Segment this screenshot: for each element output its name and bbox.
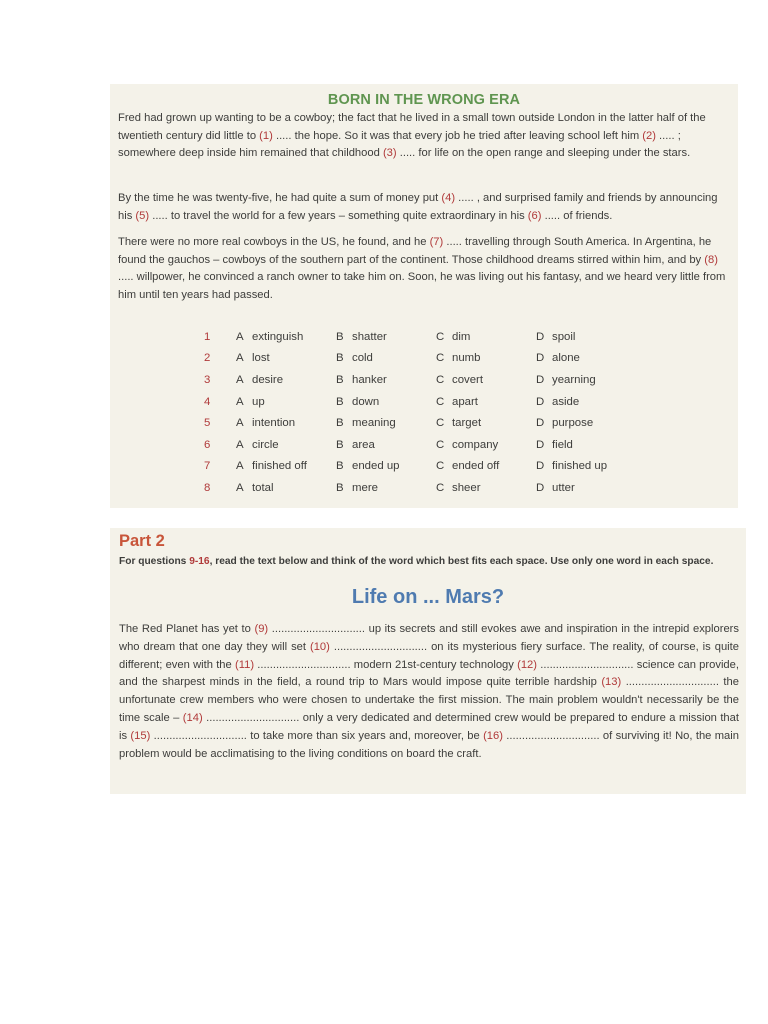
text-segment: ..... for life on the open range and sleeping under the stars. (396, 147, 691, 159)
text-segment: ..... of friends. (541, 209, 613, 222)
option-c-text: dim (452, 330, 471, 343)
option-c-text: numb (452, 352, 481, 365)
option-d-text: spoil (552, 330, 576, 343)
text-segment: By the time he was twenty-five, he had quite a sum of money put (118, 192, 442, 204)
option-a-text: extinguish (252, 330, 304, 343)
gap-number: (11) (234, 658, 255, 671)
part2-panel (110, 528, 746, 794)
option-b-text: mere (352, 481, 378, 494)
part2-heading: Part 2 (119, 532, 165, 550)
text-segment: There were no more real cowboys in the US, he found, and he (118, 236, 430, 248)
text-segment: .............................. science can provide, and the sharpest minds in the field, a round trip to Mars would impose quite terrible hardship (119, 658, 739, 689)
text-segment: ..... travelling through South America. In Argentina, he found the gauchos – cowboys of the southern part of the continent. Those childhood dreams stirred within him, and by (118, 236, 712, 266)
question-number: 3 (204, 373, 211, 386)
text-segment: .............................. modern 21st-century technology (254, 658, 518, 671)
text-segment: .............................. to take more than six years and, moreover, be (150, 729, 484, 742)
option-letter-c: C (436, 417, 445, 430)
option-letter-d: D (536, 481, 545, 494)
option-row (204, 348, 636, 370)
option-letter-c: C (436, 460, 445, 473)
text-segment: ..... the hope. So it was that every job he tried after leaving school left him (272, 129, 643, 142)
text-segment: ..... to travel the world for a few years – something quite extraordinary in his (149, 209, 528, 222)
gap-number: (3) (382, 147, 397, 159)
option-c-text: company (452, 438, 499, 451)
option-letter-a: A (236, 460, 244, 473)
question-number: 8 (204, 481, 211, 494)
gap-number: (9) (254, 623, 269, 635)
option-b-text: area (352, 438, 375, 451)
gap-number: (2) (642, 129, 656, 142)
option-d-text: yearning (552, 373, 596, 386)
option-c-text: covert (452, 373, 484, 386)
text-segment: The Red Planet has yet to (119, 623, 255, 635)
text-segment: .............................. on its mysterious fiery surface. The reality, of course, is quite different; even with the (119, 640, 739, 671)
option-d-text: utter (552, 481, 575, 494)
option-letter-d: D (536, 352, 545, 365)
option-letter-b: B (336, 417, 344, 430)
text-segment: For questions (119, 556, 190, 567)
option-letter-b: B (336, 352, 344, 365)
option-b-text: shatter (352, 330, 387, 343)
option-d-text: aside (552, 395, 580, 408)
option-c-text: ended off (452, 460, 500, 473)
gap-number: (7) (429, 236, 444, 248)
option-d-text: finished up (552, 460, 608, 473)
text-segment: ..... ; somewhere deep inside him remained that childhood (118, 129, 681, 159)
option-letter-c: C (436, 352, 445, 365)
option-letter-d: D (536, 330, 545, 343)
text-segment: .............................. only a very dedicated and determined crew would be prepared to endure a mission that is (119, 711, 739, 742)
option-letter-a: A (236, 438, 244, 451)
option-b-text: meaning (352, 417, 396, 430)
option-letter-d: D (536, 417, 545, 430)
option-a-text: total (252, 481, 274, 494)
text-segment: .............................. the unfortunate crew members who were chosen to undertake the first mission. The main problem wouldn't necessarily be the time scale – (119, 676, 739, 724)
option-letter-c: C (436, 395, 445, 408)
option-a-text: lost (252, 352, 270, 365)
paragraph-1 (118, 110, 730, 163)
option-letter-b: B (336, 373, 344, 386)
option-row (204, 369, 636, 391)
option-d-text: alone (552, 352, 580, 365)
option-row (204, 326, 636, 348)
option-c-text: target (452, 417, 482, 430)
text-segment: Fred had grown up wanting to be a cowboy; the fact that he lived in a small town outside London in the latter half of the twentieth century did little to (118, 112, 706, 142)
option-row (204, 434, 636, 456)
option-letter-b: B (336, 438, 344, 451)
option-b-text: cold (352, 352, 373, 365)
question-number: 4 (204, 395, 211, 408)
text-segment: ..... , and surprised family and friends by announcing his (118, 192, 718, 222)
option-letter-b: B (336, 395, 344, 408)
gap-number: (5) (135, 209, 150, 222)
gap-number: (1) (259, 129, 273, 142)
option-letter-d: D (536, 395, 545, 408)
option-d-text: field (552, 438, 573, 451)
option-letter-a: A (236, 395, 244, 408)
gap-number: (14) (182, 711, 203, 724)
option-letter-a: A (236, 330, 244, 343)
gap-number: (16) (483, 729, 503, 742)
option-b-text: hanker (352, 373, 387, 386)
option-letter-a: A (236, 352, 244, 365)
question-number: 7 (204, 460, 211, 473)
paragraph-2 (118, 190, 730, 225)
text-segment: ..... willpower, he convinced a ranch owner to take him on. Soon, he was living out his fantasy, and we heard very little from him until ten years had passed. (118, 271, 726, 301)
option-a-text: intention (252, 417, 296, 430)
option-letter-b: B (336, 460, 344, 473)
option-b-text: down (352, 395, 380, 408)
option-b-text: ended up (352, 460, 400, 473)
option-letter-c: C (436, 330, 445, 343)
option-letter-d: D (536, 373, 545, 386)
gap-number: 9-16 (189, 556, 210, 567)
option-letter-a: A (236, 481, 244, 494)
part2-title: Life on ... Mars? (351, 586, 505, 608)
part1-panel (110, 84, 738, 508)
option-letter-d: D (536, 438, 545, 451)
gap-number: (12) (517, 658, 538, 671)
option-letter-a: A (236, 417, 244, 430)
option-c-text: apart (452, 395, 478, 408)
question-number: 2 (204, 352, 211, 365)
text-segment: .............................. up its secrets and still evokes awe and inspiration in the intrepid explorers who dream that one day they will set (119, 623, 740, 653)
option-c-text: sheer (452, 481, 481, 494)
option-letter-b: B (336, 481, 344, 494)
option-a-text: circle (252, 438, 279, 451)
text-segment: , read the text below and think of the word which best fits each space. Use only one word in each space. (209, 556, 714, 567)
option-a-text: desire (252, 373, 284, 386)
gap-number: (8) (704, 253, 718, 266)
option-row (204, 477, 636, 499)
part2-instructions (119, 555, 744, 568)
answer-options-table (204, 326, 636, 499)
option-letter-c: C (436, 373, 445, 386)
part2-paragraph (119, 621, 739, 763)
question-number: 6 (204, 438, 211, 451)
option-letter-b: B (336, 330, 344, 343)
option-letter-d: D (536, 460, 545, 473)
gap-number: (10) (309, 640, 330, 653)
gap-number: (6) (527, 209, 542, 222)
gap-number: (15) (130, 729, 151, 742)
gap-number: (4) (441, 192, 456, 204)
paragraph-3 (118, 234, 730, 304)
text-segment: .............................. of surviving it! No, the main problem would be acclimatising to the living conditions on board the craft. (119, 729, 739, 760)
option-row (204, 391, 636, 413)
option-row (204, 456, 636, 478)
option-letter-a: A (236, 373, 244, 386)
article-title: BORN IN THE WRONG ERA (327, 92, 521, 108)
question-number: 5 (204, 417, 211, 430)
option-a-text: finished off (252, 460, 307, 473)
option-d-text: purpose (552, 417, 594, 430)
option-a-text: up (252, 395, 265, 408)
option-letter-c: C (436, 438, 445, 451)
option-row (204, 412, 636, 434)
option-letter-c: C (436, 481, 445, 494)
gap-number: (13) (601, 676, 622, 689)
question-number: 1 (204, 330, 211, 343)
